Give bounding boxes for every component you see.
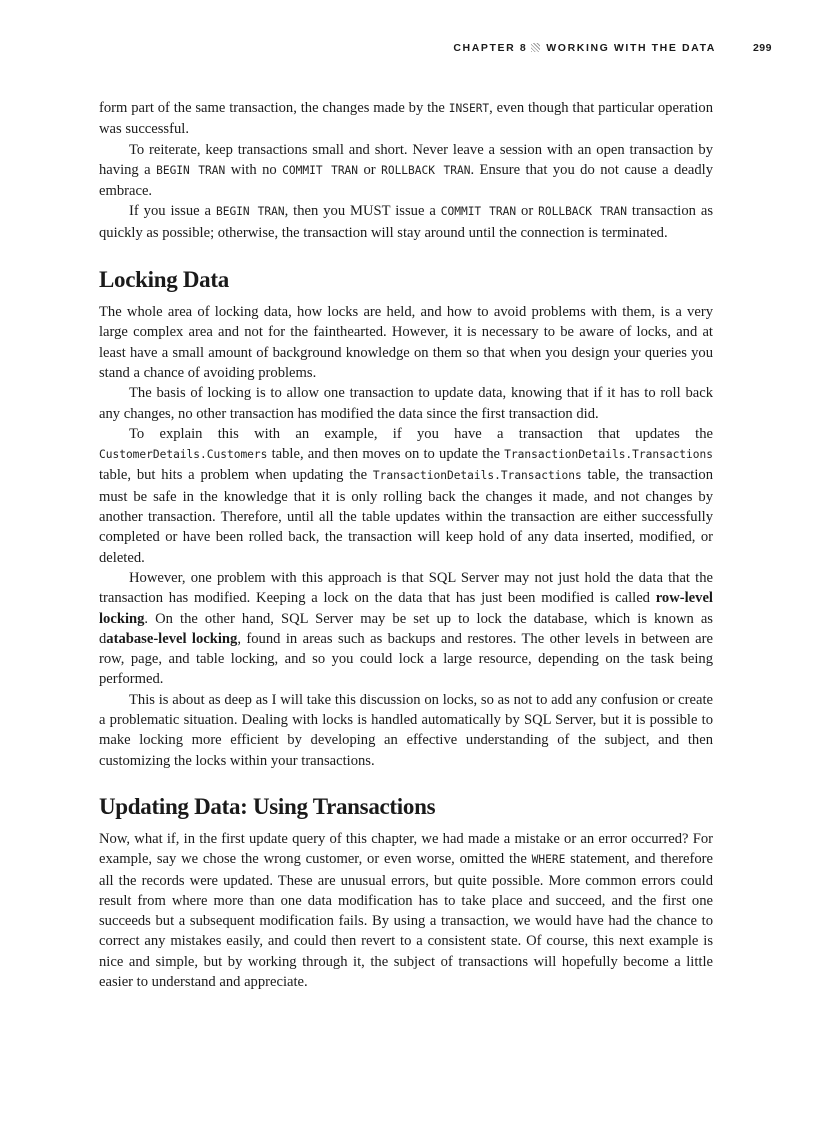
- code-rollback-tran: ROLLBACK TRAN: [381, 163, 471, 177]
- locking-paragraph-5: This is about as deep as I will take this discussion on locks, so as not to add any confusion or create a problematic situation. Dealing with locks is handled automatically by SQL Server, but it is possible to make locking more efficient by developing an effective understanding of the subject, and then customizing the locks within your transactions.: [99, 691, 713, 769]
- term-row-level-locking: row-level locking: [99, 590, 713, 627]
- separator-icon: [531, 43, 540, 52]
- code-where: WHERE: [531, 853, 566, 867]
- intro-paragraph-2: To reiterate, keep transactions small and short. Never leave a session with an open transaction by having a BEGIN TRAN with no COMMIT TRAN or ROLLBACK TRAN. Ensure that you do not cause a deadly embrace.: [99, 141, 713, 200]
- code-commit-tran: COMMIT TRAN: [282, 163, 359, 177]
- intro-paragraph-3: If you issue a BEGIN TRAN, then you MUST issue a COMMIT TRAN or ROLLBACK TRAN transaction as quickly as possible; otherwise, the transaction will stay around until the connection is terminated.: [99, 203, 713, 241]
- code-begin-tran: BEGIN TRAN: [215, 205, 285, 219]
- code-commit-tran: COMMIT TRAN: [440, 205, 517, 219]
- locking-paragraph-1: The whole area of locking data, how locks are held, and how to avoid problems with them, is a very large complex area and not for the fainthearted. However, it is necessary to be aware of locks, and at least have a small amount of background knowledge on them so that when you design your queries you stand a chance of avoiding problems.: [99, 304, 713, 381]
- locking-paragraph-4: However, one problem with this approach is that SQL Server may not just hold the data that the transaction has modified. Keeping a lock on the data that has just been modified is called row-level locking. On the other hand, SQL Server may be set up to lock the database, which is known as database-level locking, found in areas such as backups and restores. The other levels in between are row, page, and table locking, and so you could lock a large resource, depending on the task being performed.: [99, 569, 713, 688]
- code-transaction-details: TransactionDetails.Transactions: [504, 448, 713, 462]
- code-customer-details: CustomerDetails.Customers: [99, 448, 268, 462]
- chapter-label: [453, 42, 716, 54]
- code-begin-tran: BEGIN TRAN: [156, 163, 226, 177]
- updating-paragraph-1: Now, what if, in the first update query of this chapter, we had made a mistake or an error occurred? For example, say we chose the wrong customer, or even worse, omitted the WHERE statement, and therefore all the records were updated. These are unusual errors, but quite possible. More common errors could result from where more than one data modification has to take place and succeed, and the first one succeeds but a subsequent modification fails. By using a transaction, we would have had the chance to correct any mistakes easily, and could then revert to a consistent state. Of course, this next example is nice and simple, but by working through it, the subject of transactions will hopefully become a little easier to understand and appreciate.: [99, 830, 714, 990]
- term-database-level-locking: atabase-level locking: [106, 630, 238, 647]
- section-heading-updating-data: Updating Data: Using Transactions: [99, 793, 436, 819]
- code-transaction-details: TransactionDetails.Transactions: [372, 469, 582, 483]
- locking-paragraph-2: The basis of locking is to allow one transaction to update data, knowing that if it has to roll back any changes, no other transaction has modified the data since the first transaction did.: [99, 385, 713, 422]
- code-rollback-tran: ROLLBACK TRAN: [538, 205, 627, 219]
- code-insert: INSERT: [448, 102, 490, 115]
- page-number: 299: [752, 42, 772, 54]
- section-heading-locking-data: Locking Data: [99, 267, 229, 293]
- running-header: [0, 42, 772, 58]
- page-body: [99, 98, 713, 992]
- intro-paragraph-1: form part of the same transaction, the changes made by the INSERT, even though that particular operation was successful.: [99, 100, 713, 138]
- chapter-title: WORKING WITH THE DATA: [546, 42, 716, 54]
- chapter-number: CHAPTER 8: [453, 42, 528, 54]
- locking-paragraph-3: To explain this with an example, if you have a transaction that updates the CustomerDetails.Customers table, and then moves on to update the TransactionDetails.Transactions table, but hits a problem when updating the TransactionDetails.Transactions table, the transaction must be safe in the knowledge that it is only rolling back the changes it made, and not changes by another transaction. Therefore, until all the table updates within the transaction are either successfully completed or have been rolled back, the transaction will keep hold of any data inserted, modified, or deleted.: [99, 425, 713, 566]
